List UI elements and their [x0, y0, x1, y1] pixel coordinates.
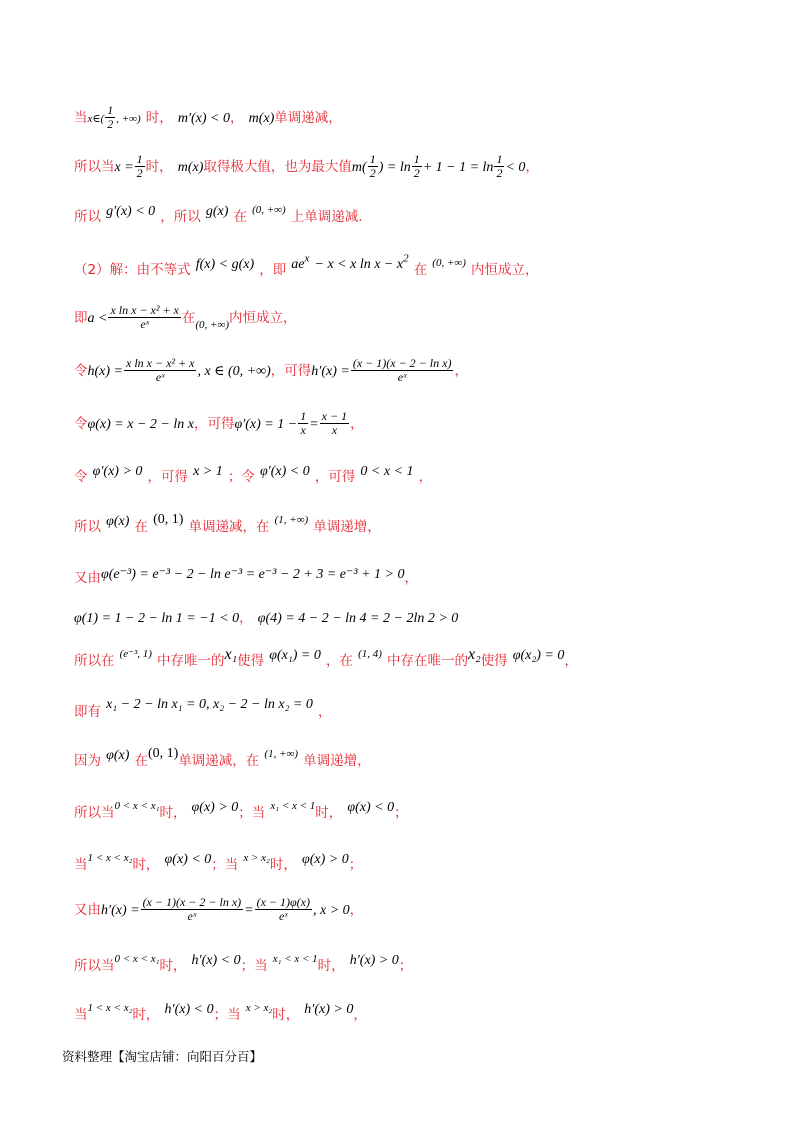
text: ，	[404, 570, 418, 586]
math: x₁ − 2 − ln x₁ = 0, x₂ − 2 − ln x₂ = 0	[106, 697, 313, 712]
text: ，可得	[193, 416, 235, 432]
text: 当	[74, 110, 88, 126]
text: 时，	[145, 159, 173, 175]
fraction: $\frac{1}{2}$	[136, 152, 143, 180]
text: ；当	[240, 958, 268, 974]
text: 所以当	[74, 958, 115, 974]
math: φ′(x) > 0	[92, 464, 143, 479]
text: 时，	[132, 1007, 160, 1023]
text: 因为	[74, 753, 101, 769]
line-18	[74, 954, 412, 975]
math: h′(x) > 0	[349, 953, 399, 968]
text: ；当	[211, 857, 239, 873]
text: ，	[418, 469, 433, 485]
math: x∈(	[87, 113, 105, 125]
text: 时，	[272, 1007, 300, 1023]
line-2	[74, 153, 539, 180]
math: x₁ < x < 1	[270, 800, 316, 812]
text: 时，	[132, 857, 160, 873]
text: 时，	[317, 958, 345, 974]
math: h′(x) > 0	[304, 1002, 354, 1017]
line-15	[74, 801, 408, 822]
math: (1, +∞)	[274, 514, 309, 526]
text: ，即	[259, 262, 287, 278]
text: 又由	[74, 902, 101, 918]
math: =	[309, 417, 319, 432]
text: ；	[398, 958, 413, 974]
text: ，在	[325, 653, 353, 669]
text: 在	[134, 753, 148, 769]
text: ；	[394, 805, 408, 821]
text: 在	[233, 209, 247, 225]
text: 取得极大值，也为最大值	[203, 159, 352, 175]
fraction: $\frac{(x - 1)\varphi(x)}{\text{eˣ}}$	[256, 895, 310, 923]
math: + 1 − 1 = ln	[422, 160, 494, 175]
text: ，	[230, 110, 244, 126]
text: 中存唯一的	[157, 653, 225, 669]
math: φ(x₁) = 0	[269, 648, 321, 663]
text: 令	[74, 469, 88, 485]
math: m′(x) < 0	[177, 111, 230, 126]
math: x =	[114, 160, 134, 175]
text: 在	[181, 310, 196, 326]
line-8	[74, 465, 432, 486]
line-5	[74, 304, 296, 331]
text: 即有	[74, 704, 101, 720]
line-7	[74, 410, 364, 437]
math: 0 < x < x₁	[114, 800, 160, 812]
text: 使得	[480, 653, 508, 669]
line-3	[74, 205, 363, 226]
text: 时，	[159, 805, 187, 821]
text: 令	[74, 416, 88, 432]
text: ，	[350, 416, 364, 432]
math: φ(x)	[106, 514, 130, 529]
math: φ(1) = 1 − 2 − ln 1 = −1 < 0	[74, 611, 240, 626]
math: h′(x) =	[101, 903, 140, 918]
math: (0, 1)	[153, 512, 184, 527]
fraction: $\frac{\text{x ln x − x² + x}}{\text{eˣ}}$	[110, 303, 179, 331]
math: m(x)	[248, 111, 275, 126]
math: h(x) =	[87, 364, 123, 379]
math: , x > 0	[312, 903, 350, 918]
math: x > x₂	[245, 1002, 273, 1014]
line-10	[74, 566, 418, 587]
text: 时，	[145, 110, 173, 126]
text: ；当	[213, 1007, 241, 1023]
text: 上单调递减.	[290, 209, 363, 225]
line-9	[74, 512, 381, 536]
text: 中存在唯一的	[386, 653, 468, 669]
line-14	[74, 746, 371, 770]
math: 1 < x < x₂	[87, 852, 133, 864]
fraction: $\frac{1}{2}$	[107, 103, 114, 131]
text: ，	[564, 653, 578, 669]
math: φ(x) < 0	[164, 852, 212, 867]
text: 所以	[74, 519, 101, 535]
math: , x ∈ (0, +∞)	[197, 364, 271, 379]
fraction: $\frac{1}{2}$	[369, 152, 376, 180]
math: φ(x) < 0	[347, 800, 395, 815]
math: a <	[87, 311, 108, 326]
math: (0, +∞)	[432, 257, 466, 269]
line-12	[74, 646, 578, 670]
text: 单调递增，	[313, 519, 381, 535]
text: ，可得	[147, 469, 188, 485]
math: 0 < x < 1	[360, 464, 414, 479]
math: (0, +∞)	[195, 319, 229, 331]
fraction: $\frac{\text{(x − 1)(x − 2 − ln x)}}{\text{eˣ}}$	[352, 356, 452, 384]
math: x > 1	[193, 464, 223, 479]
text: ，	[454, 363, 468, 379]
text: ；	[348, 857, 363, 873]
line-19	[74, 1003, 367, 1024]
text: 内恒成立，	[228, 310, 297, 326]
math: f(x) < g(x)	[195, 257, 255, 272]
math: =	[244, 903, 254, 918]
text: 当	[74, 1007, 88, 1023]
fraction: $\frac{\text{x ln x − x² + x}}{\text{eˣ}}$	[126, 356, 195, 384]
text: ，所以	[160, 209, 201, 225]
line-17	[74, 896, 363, 923]
text: 单调递增，	[303, 753, 371, 769]
line-16	[74, 853, 362, 874]
text: ，可得	[314, 469, 356, 485]
math: (e⁻³, 1)	[119, 648, 152, 660]
text: ；令	[227, 469, 255, 485]
math: φ(x₂) = 0	[512, 648, 565, 663]
text: 单调递减，在	[188, 519, 270, 535]
text: （2）解：由不等式	[74, 262, 191, 278]
math: φ′(x) = 1 −	[234, 417, 298, 432]
math: (1, 4)	[358, 648, 382, 660]
fraction: $\frac{1}{2}$	[496, 152, 503, 180]
math: φ(4) = 4 − 2 − ln 4 = 2 − 2ln 2 > 0	[257, 611, 459, 626]
text: 在	[413, 262, 428, 278]
text: 时，	[315, 805, 343, 821]
math: , +∞)	[116, 113, 141, 125]
text: 内恒成立，	[470, 262, 539, 278]
math: (1, +∞)	[264, 748, 298, 760]
math: x₁	[224, 646, 238, 663]
math: h′(x) < 0	[164, 1002, 214, 1017]
math: φ(e⁻³) = e⁻³ − 2 − ln e⁻³ = e⁻³ − 2 + 3 = e⁻³ + 1 > 0	[101, 567, 405, 582]
fraction: $\frac{x - 1}{x}$	[321, 409, 348, 437]
math: x₁ < x < 1	[272, 953, 318, 965]
text: 即	[74, 310, 88, 326]
math: x₂	[467, 646, 481, 663]
page-footer: 资料整理【淘宝店铺：向阳百分百】	[62, 1049, 263, 1064]
text: ，可得	[270, 363, 312, 379]
text: 所以在	[74, 653, 115, 669]
math: ) = ln	[378, 160, 411, 175]
math: φ(x) > 0	[301, 852, 349, 867]
inequality: $ae^x - x < x$ $\ln x - x^2$	[291, 252, 409, 272]
line-4	[74, 252, 539, 279]
text: 所以当	[74, 159, 115, 175]
text: ，	[349, 902, 364, 918]
math: φ(x)	[106, 748, 130, 763]
line-13	[74, 697, 332, 721]
text: ，	[353, 1007, 367, 1023]
text: 时，	[159, 958, 187, 974]
line-1	[74, 104, 342, 131]
fraction: $\frac{1}{2}$	[413, 152, 420, 180]
text: ，	[525, 159, 539, 175]
math: (0, 1)	[147, 746, 179, 761]
line-11	[74, 606, 458, 627]
math: h′(x) < 0	[191, 953, 241, 968]
math: g′(x) < 0	[106, 204, 156, 219]
text: 又由	[74, 570, 101, 586]
text: 单调递减，	[274, 110, 342, 126]
math: h′(x) =	[311, 364, 350, 379]
text: ，	[239, 610, 253, 626]
math: φ(x) = x − 2 − ln x	[87, 417, 194, 432]
math: x > x₂	[243, 852, 270, 864]
fraction: $\frac{1}{x}$	[300, 409, 307, 437]
text: 当	[74, 857, 88, 873]
math: < 0	[505, 160, 526, 175]
math: g(x)	[205, 204, 229, 219]
text: 令	[74, 363, 88, 379]
text: ，	[317, 704, 332, 720]
math: 0 < x < x₁	[114, 953, 160, 965]
math: 1 < x < x₂	[87, 1002, 133, 1014]
math: m(	[351, 160, 367, 175]
math: φ(x) > 0	[191, 800, 239, 815]
math: φ′(x) < 0	[259, 464, 310, 479]
text: 时，	[269, 857, 297, 873]
fraction: $\frac{\text{(x − 1)(x − 2 − ln x)}}{\text{eˣ}}$	[142, 895, 242, 923]
text: 使得	[237, 653, 265, 669]
text: ；当	[238, 805, 266, 821]
text: 在	[134, 519, 148, 535]
math: (0, +∞)	[252, 204, 286, 216]
line-6	[74, 357, 468, 384]
text: 单调递减，在	[178, 753, 260, 769]
text: 所以当	[74, 805, 115, 821]
text: 所以	[74, 209, 101, 225]
math: m(x)	[177, 160, 204, 175]
